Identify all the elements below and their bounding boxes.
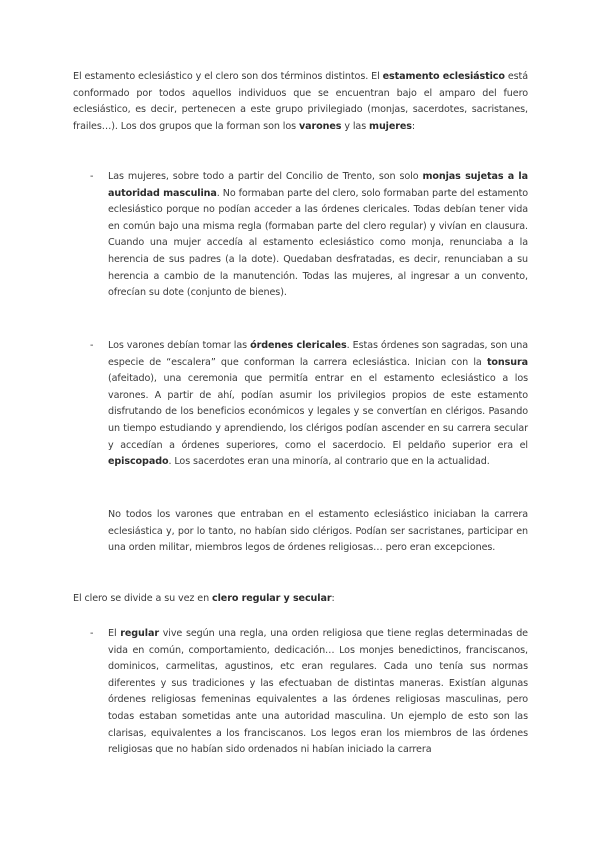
varones-paragraph bbox=[108, 338, 528, 471]
clero-text-1: El clero se divide a su vez en bbox=[73, 593, 213, 604]
intro-text-3: y las bbox=[341, 120, 370, 132]
varones-bold-episcopado: episcopado bbox=[108, 456, 169, 468]
regular-text-2: vive según una regla, una orden religiosa que tiene reglas determinadas de vida en común, comportamiento, dedicación… Los monjes benedictinos, franciscanos, dominicos, carmelitas, agustinos, etc eran regulares. Cada uno tenía sus normas diferentes y sus tradiciones y las efectuaban de distintas maneras. Existían algunas órdenes religiosas femeninas equivalentes a las órdenes religiosas masculinas, pero todas estaban sometidas ante una autoridad masculina. Un ejemplo de esto son las clarisas, equivalentes a los franciscanos. Los legos eran los miembros de las órdenes religiosas que no habían sido ordenados ni habían iniciado la carrera bbox=[108, 628, 528, 756]
mujeres-text-2: . No formaban parte del clero, solo formaban parte del estamento eclesiástico porque no podían acceder a las órdenes clericales. Todas debían tener vida en común bajo una misma regla (formaban parte del clero regular) y vivían en clausura. Cuando una mujer accedía al estamento eclesiástico como monja, renunciaba a la herencia de sus padres (a la dote). Quedaban desfratadas, es decir, renunciaban a su herencia a cambio de la manutención. Todas las mujeres, al ingresar a un convento, ofrecían su dote (conjunto de bienes). bbox=[108, 187, 529, 299]
clero-paragraph bbox=[73, 591, 528, 608]
varones-bold-tonsura: tonsura bbox=[486, 356, 528, 368]
intro-text-1: El estamento eclesiástico y el clero son dos términos distintos. El bbox=[73, 71, 383, 82]
list-item-regular bbox=[90, 626, 528, 759]
intro-text-2: está conformado por todos aquellos individuos que se encuentran bajo el amparo del fuero eclesiástico, es decir, pertenecen a este grupo privilegiado (monjas, sacerdotes, sacristanes, frailes…). Los dos grupos que la forman son los bbox=[73, 71, 528, 132]
intro-text-4: : bbox=[411, 120, 416, 132]
varones-text-2: . Estas órdenes son sagradas, son una especie de “escalera” que conforman la carrera eclesiástica. Inician con la bbox=[108, 340, 528, 368]
list-dash: - bbox=[90, 628, 94, 639]
varones-bold-ordenes: órdenes clericales bbox=[250, 340, 347, 351]
intro-paragraph bbox=[73, 69, 528, 135]
clero-bold-regular-secular: clero regular y secular bbox=[212, 593, 332, 604]
regular-text-1: El bbox=[108, 628, 121, 639]
varones-text-1: Los varones debían tomar las bbox=[108, 340, 251, 351]
mujeres-bold-monjas: monjas sujetas a la autoridad masculina bbox=[108, 171, 528, 199]
nota-paragraph: No todos los varones que entraban en el estamento eclesiástico iniciaban la carrera eclesiástica y, por lo tanto, no habían sido clérigos. Podían ser sacristanes, participar en una orden militar, miembros legos de órdenes religiosas… pero eran excepciones. bbox=[108, 509, 528, 554]
mujeres-paragraph bbox=[108, 169, 528, 302]
list-item-mujeres bbox=[90, 169, 528, 302]
regular-paragraph bbox=[108, 626, 528, 759]
intro-bold-varones: varones bbox=[298, 120, 342, 132]
list-dash: - bbox=[90, 340, 94, 351]
mujeres-text-1: Las mujeres, sobre todo a partir del Concilio de Trento, son solo bbox=[108, 171, 423, 182]
list-dash: - bbox=[90, 171, 94, 182]
regular-bold-regular: regular bbox=[120, 628, 159, 639]
clero-text-2: : bbox=[331, 593, 335, 604]
intro-bold-estamento: estamento eclesiástico bbox=[382, 71, 505, 82]
varones-text-4: . Los sacerdotes eran una minoría, al contrario que en la actualidad. bbox=[168, 456, 490, 468]
intro-bold-mujeres: mujeres bbox=[369, 120, 412, 132]
list-item-varones bbox=[90, 338, 528, 471]
varones-text-3: (afeitado), una ceremonia que permitía entrar en el estamento eclesiástico a los varones. A partir de ahí, podían asumir los privilegios propios de este estamento disfrutando de los beneficios económicos y legales y se convertían en clérigos. Pasando un tiempo estudiando y aprendiendo, los clérigos podían ascender en su carrera secular y accedían a órdenes superiores, como el sacerdocio. El peldaño superior era el bbox=[108, 373, 528, 451]
